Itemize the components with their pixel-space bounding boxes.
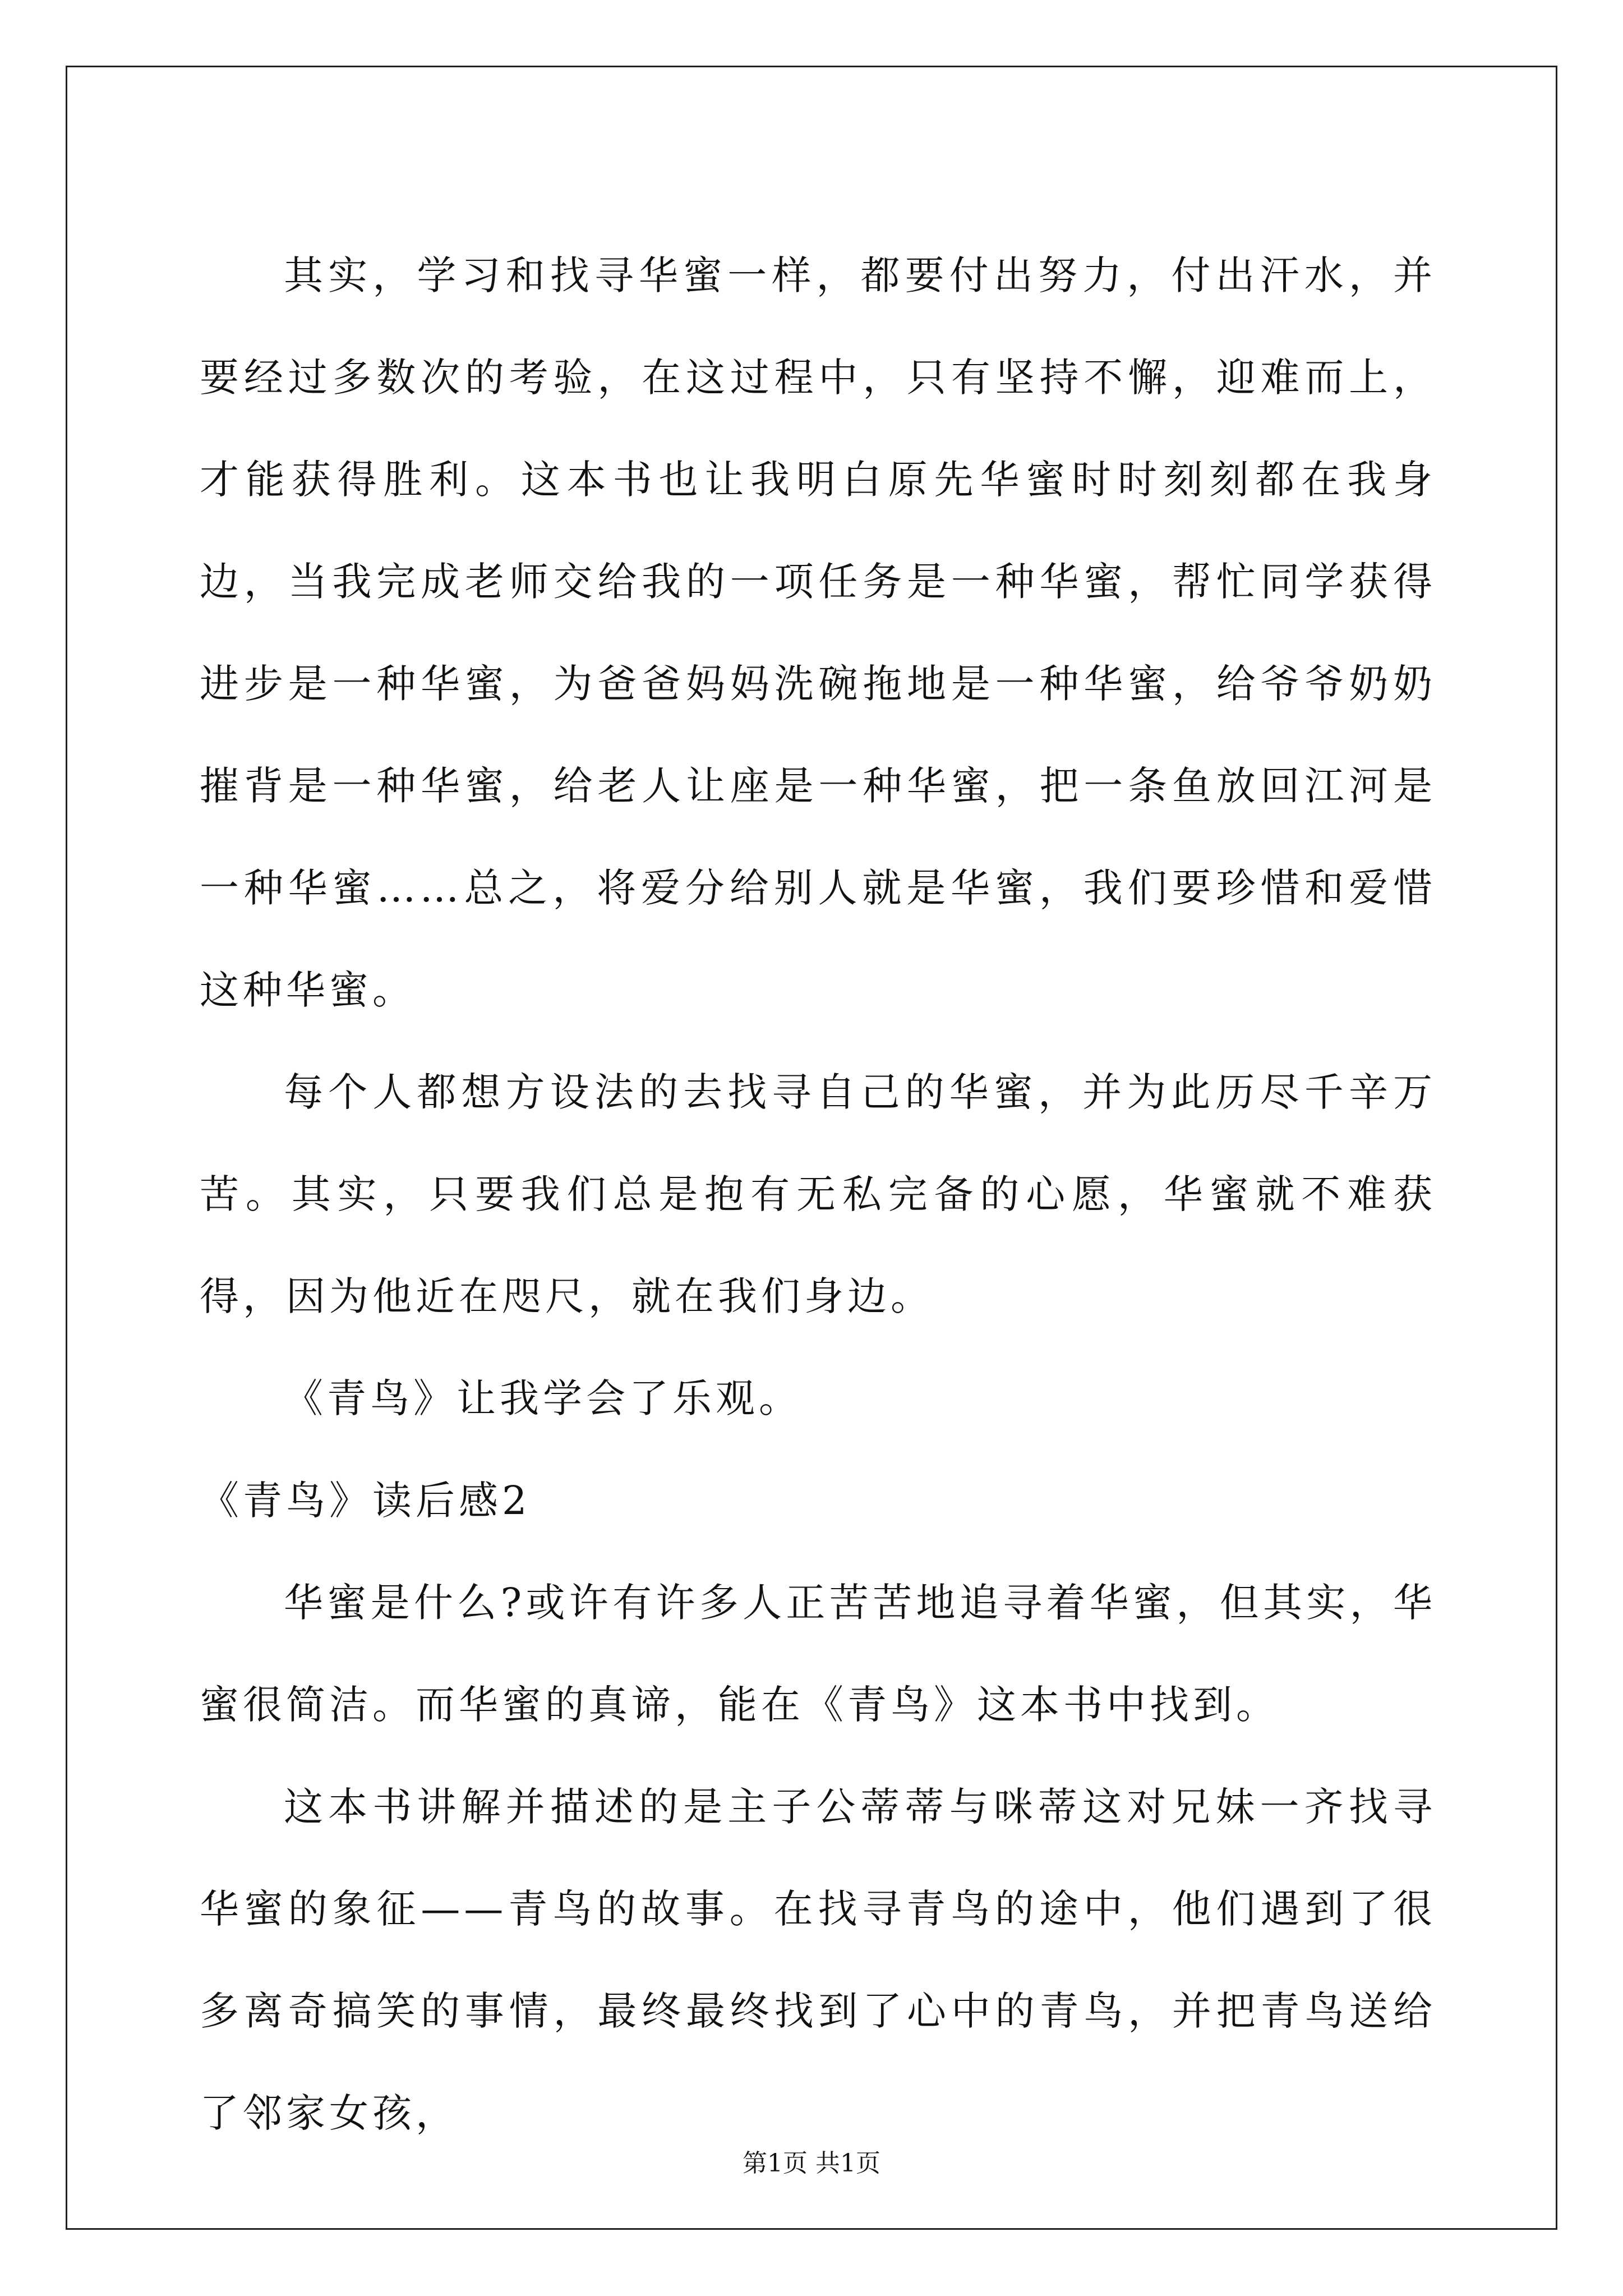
- body-paragraph: 其实，学习和找寻华蜜一样，都要付出努力，付出汗水，并要经过多数次的考验，在这过程中，只有坚持不懈，迎难而上，才能获得胜利。这本书也让我明白原先华蜜时时刻刻都在我身边，当我完成老师交给我的一项任务是一种华蜜，帮忙同学获得进步是一种华蜜，为爸爸妈妈洗碗拖地是一种华蜜，给爷爷奶奶摧背是一种华蜜，给老人让座是一种华蜜，把一条鱼放回江河是一种华蜜……总之，将爱分给别人就是华蜜，我们要珍惜和爱惜这种华蜜。: [200, 252, 1436, 1013]
- document-body: [200, 224, 1436, 2164]
- body-paragraph: 每个人都想方设法的去找寻自己的华蜜，并为此历尽千辛万苦。其实，只要我们总是抱有无私完备的心愿，华蜜就不难获得，因为他近在咫尺，就在我们身边。: [200, 1069, 1436, 1319]
- section-heading: 《青鸟》读后感2: [200, 1478, 531, 1524]
- body-paragraph: 华蜜是什么?或许有许多人正苦苦地追寻着华蜜，但其实，华蜜很简洁。而华蜜的真谛，能在《青鸟》这本书中找到。: [200, 1580, 1436, 1728]
- body-paragraph: 这本书讲解并描述的是主子公蒂蒂与咪蒂这对兄妹一齐找寻华蜜的象征——青鸟的故事。在找寻青鸟的途中，他们遇到了很多离奇搞笑的事情，最终最终找到了心中的青鸟，并把青鸟送给了邻家女孩，: [200, 1784, 1436, 2136]
- page-footer: 第1页 共1页: [743, 2149, 880, 2178]
- body-paragraph: 《青鸟》让我学会了乐观。: [284, 1375, 802, 1421]
